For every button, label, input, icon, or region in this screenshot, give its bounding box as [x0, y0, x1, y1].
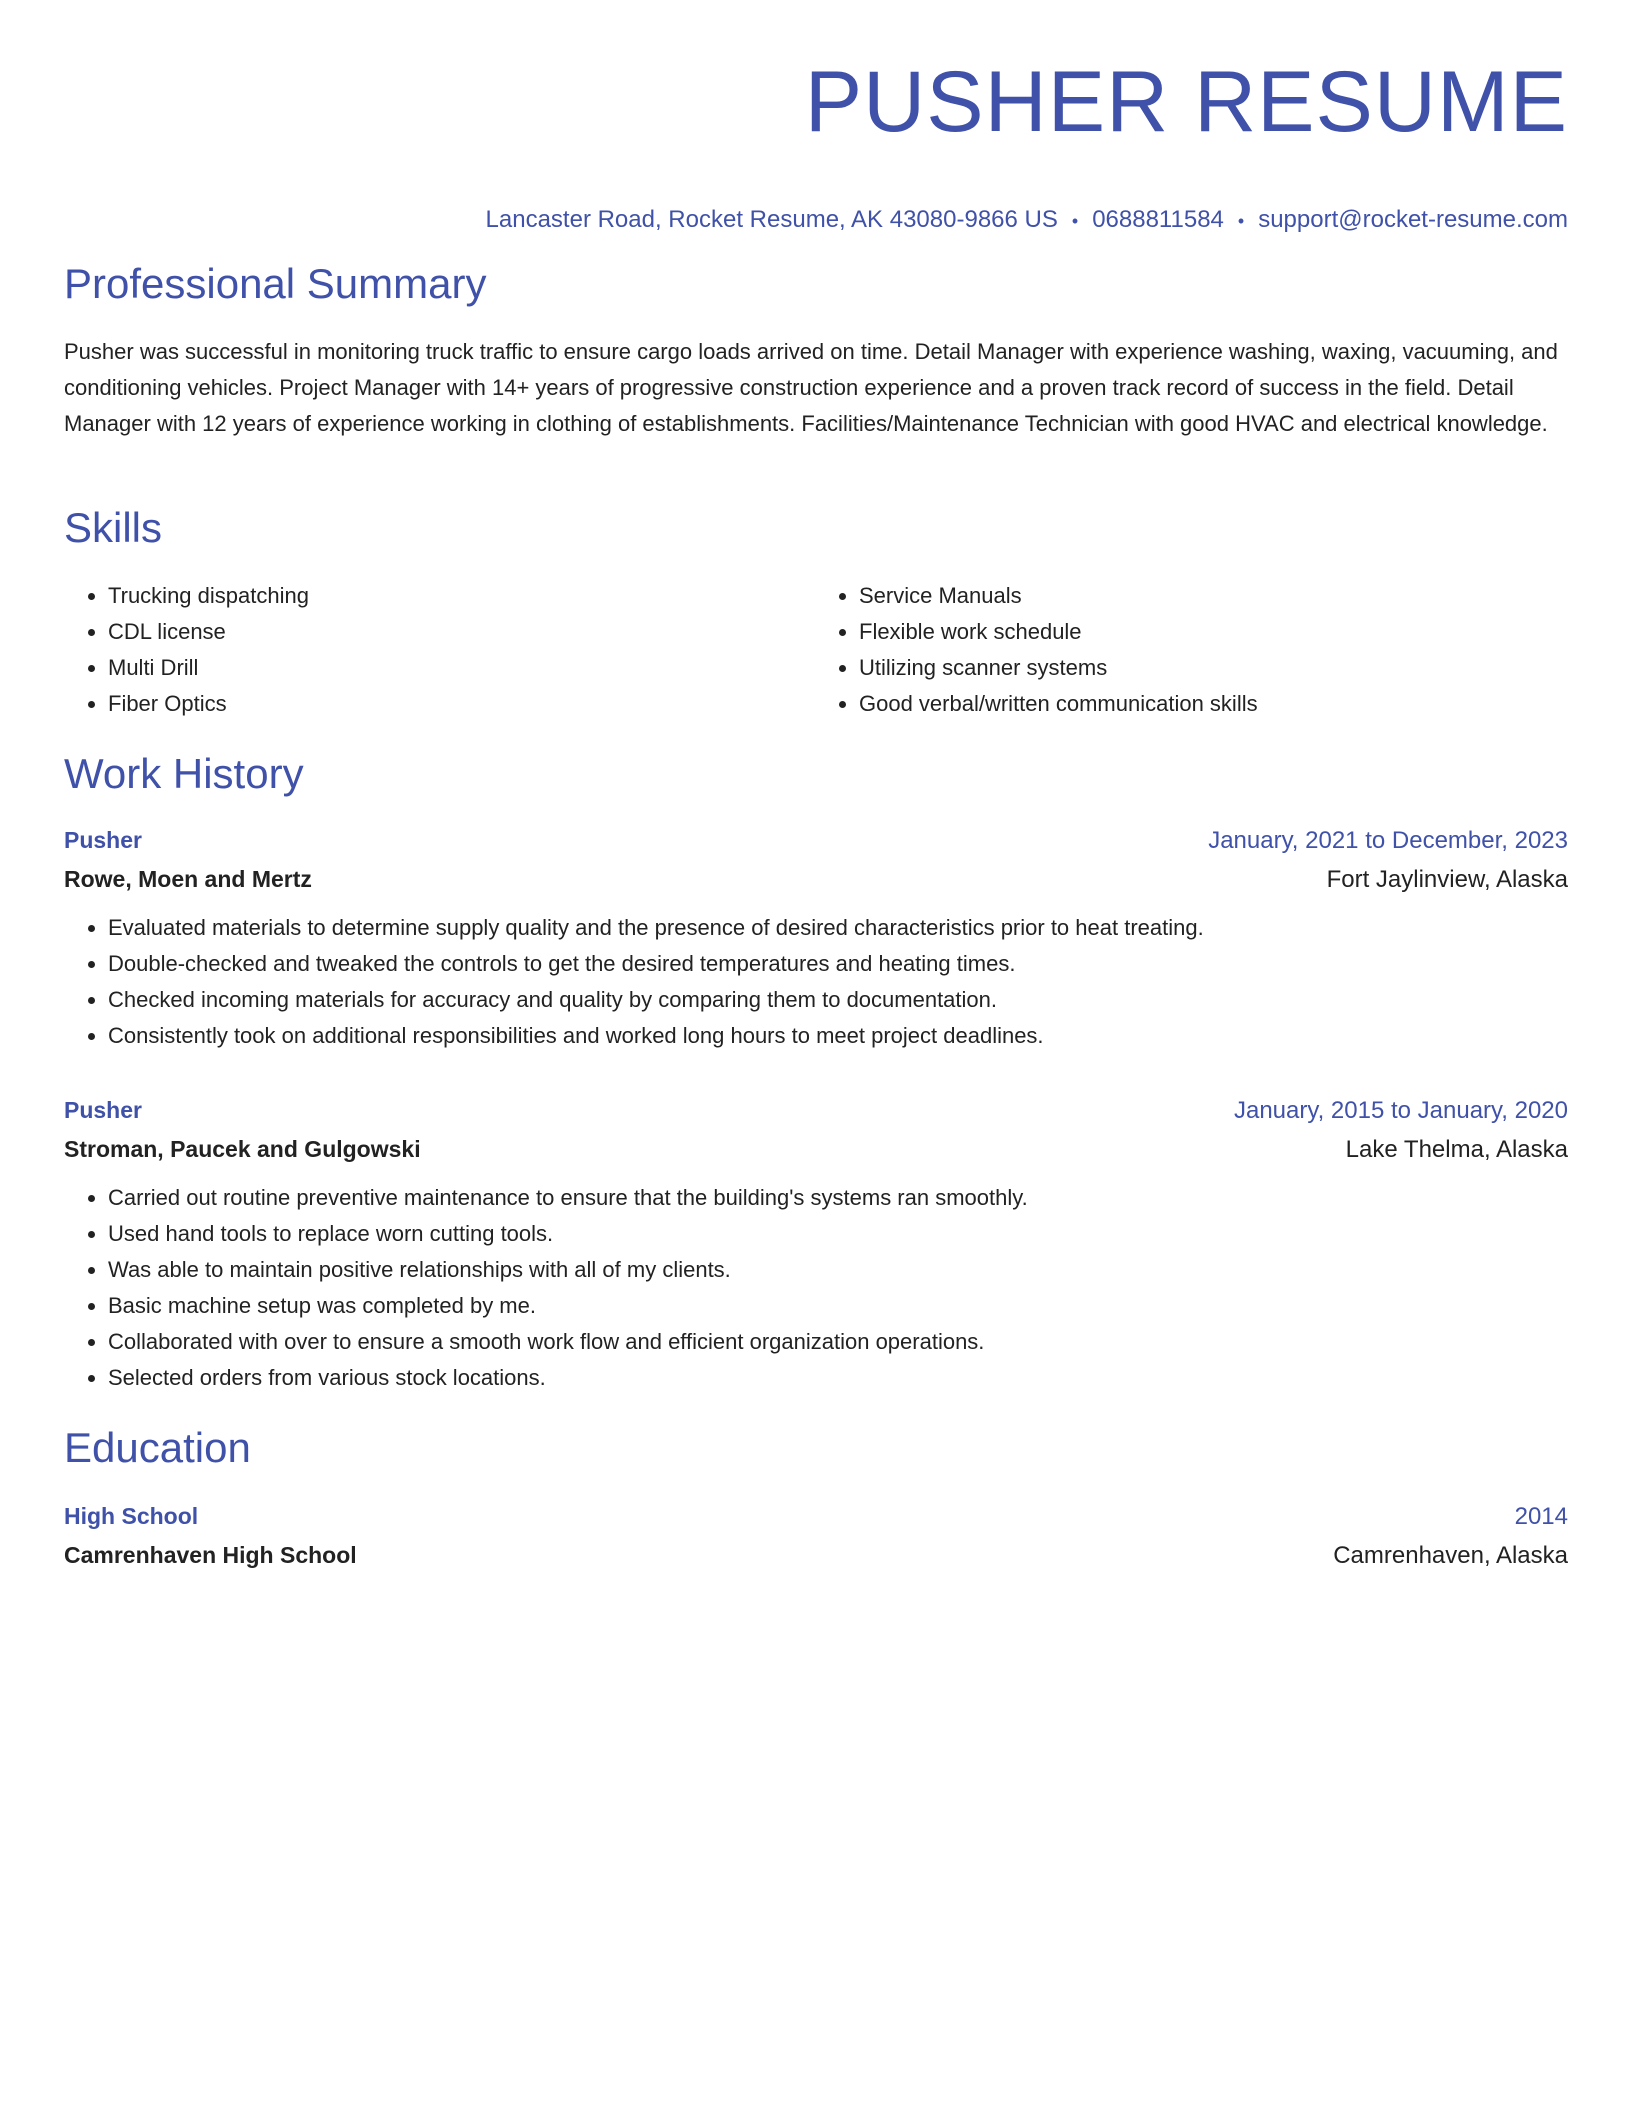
- summary-text: Pusher was successful in monitoring truck traffic to ensure cargo loads arrived on time. Detail Manager with experience washing, waxing, vacuuming, and conditioning vehicles. Project Manager with 14+ years of progressive construction experience and a proven track record of success in the field. Detail Manager with 12 years of experience working in clothing of establishments. Facilities/Maintenance Technician with good HVAC and electrical knowledge.: [64, 339, 1558, 436]
- skill-item: • Utilizing scanner systems: [859, 650, 1568, 686]
- job-title: Pusher: [64, 1097, 142, 1123]
- job-entry: [64, 1092, 1568, 1396]
- skills-column-right: [815, 578, 1568, 722]
- job-company: Rowe, Moen and Mertz: [64, 866, 312, 892]
- education-location: Camrenhaven, Alaska: [1333, 1542, 1568, 1569]
- job-title: Pusher: [64, 827, 142, 853]
- contact-address: Lancaster Road, Rocket Resume, AK 43080-9866 US: [485, 206, 1058, 233]
- job-bullets: [64, 1180, 1568, 1396]
- resume-name: PUSHER RESUME: [804, 54, 1568, 150]
- job-location: Lake Thelma, Alaska: [1345, 1136, 1568, 1163]
- job-dates: January, 2021 to December, 2023: [1208, 827, 1568, 854]
- skill-item: • Fiber Optics: [108, 686, 817, 722]
- skills-list: [64, 578, 1568, 722]
- job-bullet: • Consistently took on additional responsibilities and worked long hours to meet project deadlines.: [108, 1018, 1568, 1054]
- job-bullet: • Checked incoming materials for accuracy and quality by comparing them to documentation.: [108, 982, 1568, 1018]
- job-bullets: [64, 910, 1568, 1054]
- job-bullet: • Carried out routine preventive maintenance to ensure that the building's systems ran smoothly.: [108, 1180, 1568, 1216]
- education-school: Camrenhaven High School: [64, 1542, 357, 1568]
- skill-item: • Good verbal/written communication skills: [859, 686, 1568, 722]
- skills-heading: Skills: [64, 504, 163, 551]
- education-entry: [64, 1498, 1568, 1576]
- job-bullet: • Collaborated with over to ensure a smooth work flow and efficient organization operations.: [108, 1324, 1568, 1360]
- contact-separator: •: [1071, 210, 1079, 231]
- summary-heading: Professional Summary: [64, 260, 487, 307]
- job-company: Stroman, Paucek and Gulgowski: [64, 1136, 421, 1162]
- skill-item: • CDL license: [108, 614, 817, 650]
- skills-column-left: [64, 578, 817, 722]
- job-bullet: • Selected orders from various stock locations.: [108, 1360, 1568, 1396]
- skill-item: • Multi Drill: [108, 650, 817, 686]
- contact-phone: 0688811584: [1092, 206, 1224, 233]
- work-history-heading: Work History: [64, 750, 304, 797]
- skill-item: • Flexible work schedule: [859, 614, 1568, 650]
- job-bullet: • Basic machine setup was completed by me.: [108, 1288, 1568, 1324]
- job-location: Fort Jaylinview, Alaska: [1326, 866, 1568, 893]
- contact-line: [486, 204, 1568, 237]
- job-bullet: • Was able to maintain positive relationships with all of my clients.: [108, 1252, 1568, 1288]
- skill-item: • Service Manuals: [859, 578, 1568, 614]
- job-entry: [64, 822, 1568, 1054]
- job-dates: January, 2015 to January, 2020: [1233, 1097, 1568, 1124]
- education-degree: High School: [64, 1503, 199, 1529]
- contact-email[interactable]: support@rocket-resume.com: [1258, 206, 1568, 233]
- job-bullet: • Double-checked and tweaked the controls to get the desired temperatures and heating times.: [108, 946, 1568, 982]
- education-year: 2014: [1514, 1503, 1568, 1530]
- skill-item: • Trucking dispatching: [108, 578, 817, 614]
- education-heading: Education: [64, 1424, 251, 1471]
- job-bullet: • Evaluated materials to determine supply quality and the presence of desired characteristics prior to heat treating.: [108, 910, 1568, 946]
- job-bullet: • Used hand tools to replace worn cutting tools.: [108, 1216, 1568, 1252]
- contact-separator: •: [1237, 210, 1245, 231]
